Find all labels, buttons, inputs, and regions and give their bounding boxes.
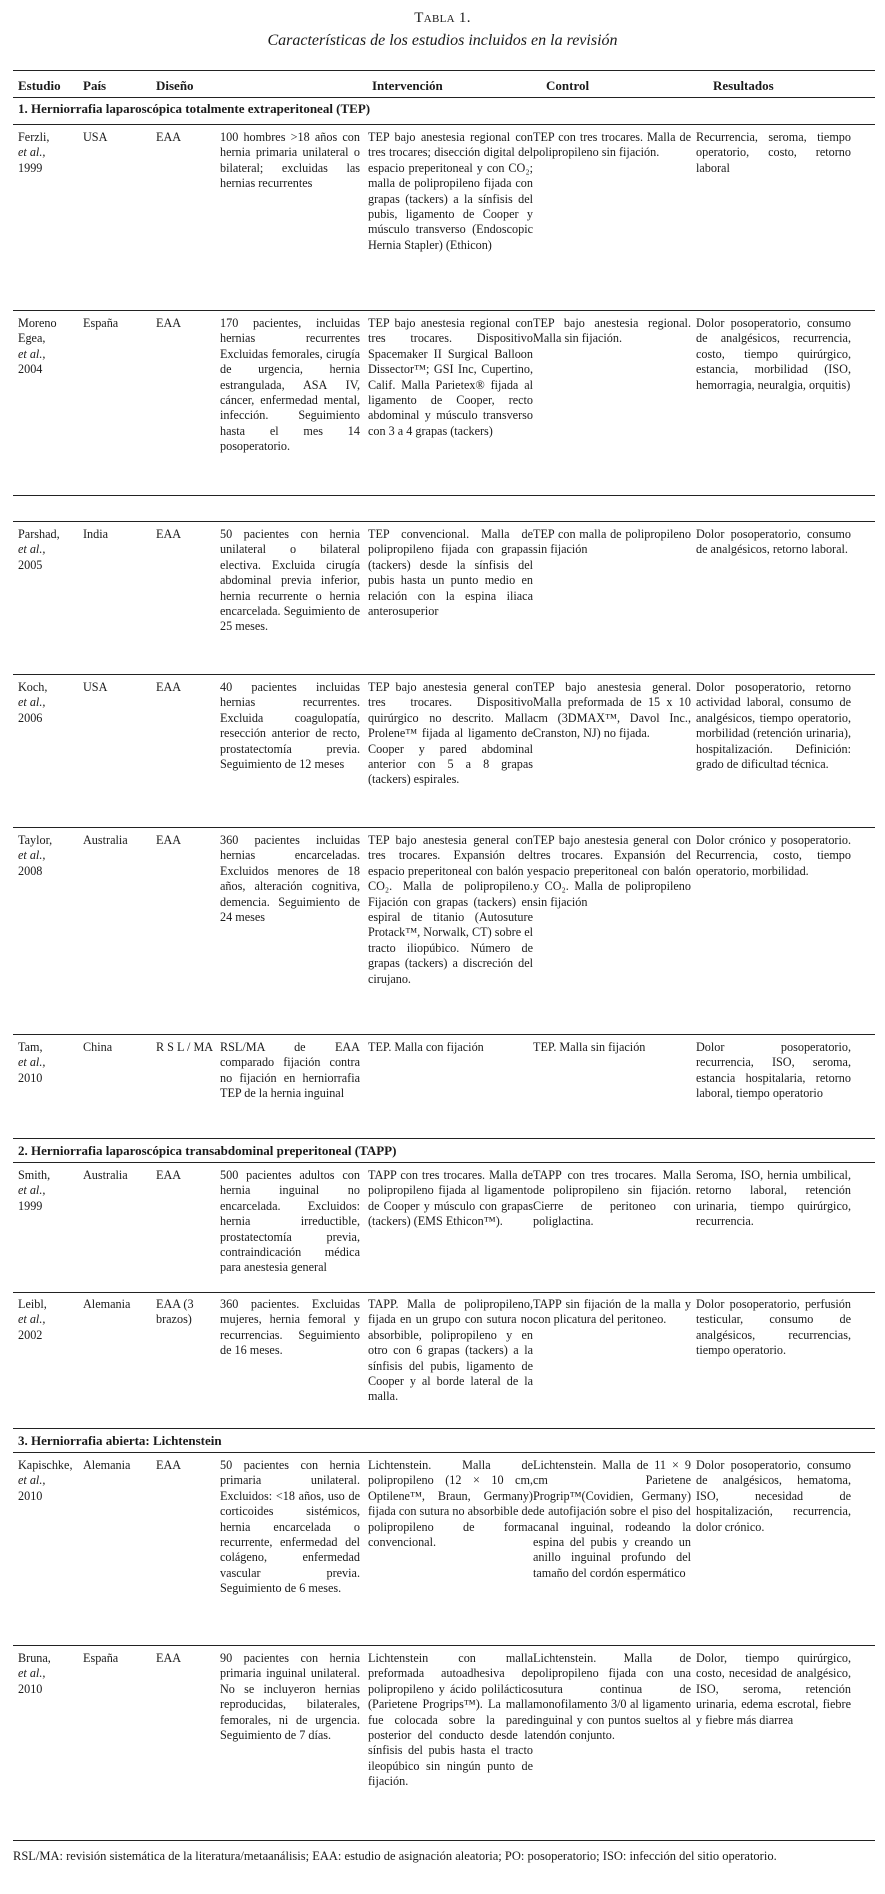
footnote: RSL/MA: revisión sistemática de la literatura/metaanálisis; EAA: estudio de asignación aleatoria; PO: posoperatorio; ISO: infección del sitio operatorio. [13, 1849, 777, 1863]
row-rule [13, 1292, 875, 1293]
row-rule [13, 1840, 875, 1841]
rule-top [13, 70, 875, 71]
study-etal: et al., [18, 695, 46, 710]
col-header-intervencion: Intervención [372, 78, 443, 93]
row-rule [13, 1162, 875, 1163]
study-cell [18, 1040, 76, 1086]
row-rule [13, 827, 875, 828]
study-author: Moreno Egea, [18, 316, 57, 346]
study-etal: et al., [18, 145, 46, 160]
intervention-cell: TAPP. Malla de polipropileno, fijada en un grupo con sutura no absorbible, polipropileno y en otro con 6 grapas (tackers) a la sínfisis del pubis, ligamento de Cooper y al borde lateral de la malla. [368, 1297, 533, 1404]
study-cell [18, 130, 76, 176]
country-cell: España [83, 316, 119, 330]
rule-header [13, 97, 875, 98]
population-cell: 360 pacientes. Excluidas mujeres, hernia femoral y recurrencias. Seguimiento de 16 meses. [220, 1297, 360, 1358]
country-cell: Alemania [83, 1297, 131, 1311]
study-year: 2010 [18, 1488, 43, 1503]
row-rule [13, 1138, 875, 1139]
col-header-resultados: Resultados [713, 78, 774, 93]
rule [13, 124, 875, 125]
design-cell: EAA (3 brazos) [156, 1297, 194, 1327]
study-cell [18, 1458, 76, 1504]
control-cell: TAPP sin fijación de la malla y con plicatura del peritoneo. [533, 1297, 691, 1327]
row-rule [13, 1428, 875, 1429]
study-cell [18, 833, 76, 879]
results-cell: Dolor posoperatorio, recurrencia, ISO, seroma, estancia hospitalaria, retorno laboral, tiempo operatorio [696, 1040, 851, 1101]
study-author: Taylor, [18, 833, 53, 847]
study-year: 1999 [18, 160, 43, 175]
results-cell: Dolor posoperatorio, consumo de analgésicos, retorno laboral. [696, 527, 851, 557]
population-cell: 40 pacientes incluidas hernias recurrentes. Excluida coagulopatía, resección anterior de recto, prostatectomía previa. Seguimiento de 12 meses [220, 680, 360, 772]
intervention-cell: Lichtenstein. Malla de polipropileno (12 × 10 cm, Optilene™, Braun, Germany) fijada con sutura no absorbible de polipropileno de forma convencional. [368, 1458, 533, 1550]
design-cell: EAA [156, 1168, 182, 1182]
study-author: Kapischke, [18, 1458, 73, 1472]
results-cell: Dolor, tiempo quirúrgico, costo, necesidad de analgésico, ISO, seroma, retención urinaria, edema escrotal, fiebre y fiebre más diarrea [696, 1651, 851, 1727]
results-cell: Dolor posoperatorio, consumo de analgésicos, hematoma, ISO, necesidad de hospitalización, recurrencia, dolor crónico. [696, 1458, 851, 1534]
col-header-estudio: Estudio [18, 78, 61, 93]
study-year: 2004 [18, 362, 43, 377]
row-rule [13, 521, 875, 522]
study-etal: et al., [18, 1312, 46, 1327]
row-rule [13, 1452, 875, 1453]
control-cell: TEP bajo anestesia regional. Malla sin fijación. [533, 316, 691, 346]
design-cell: EAA [156, 1458, 182, 1472]
section-tapp: 2. Herniorrafia laparoscópica transabdominal preperitoneal (TAPP) [18, 1143, 397, 1158]
control-cell: Lichtenstein. Malla de 11 × 9 cm Parietene Progrip™(Covidien, Germany) de autofijación sobre el piso del canal inguinal, rodeando la espina del pubis y creando un anillo inguinal profundo del tamaño del cordón espermático [533, 1458, 691, 1580]
row-rule [13, 674, 875, 675]
population-cell: 50 pacientes con hernia unilateral o bilateral electiva. Excluida cirugía abdominal previa inferior, hernia recurrente o hernia encarcelada. Seguimiento de 25 meses. [220, 527, 360, 634]
intervention-cell: TEP bajo anestesia general con tres trocares. Expansión del espacio preperitoneal con balón y CO₂. Malla de polipropileno. Fijación con grapas (tackers) en espiral de titanio (Autosuture Protack™, Norwalk, CT) sobre el tracto iliopúbico. Número de grapas (tackers) a discreción del cirujano. [368, 833, 533, 986]
study-etal: et al., [18, 848, 46, 863]
population-cell: 500 pacientes adultos con hernia inguinal no encarcelada. Excluidos: hernia irreductible, prostatectomía previa, contraindicación médica para anestesia general [220, 1168, 360, 1275]
country-cell: USA [83, 680, 108, 694]
study-etal: et al., [18, 1055, 46, 1070]
col-header-diseno: Diseño [156, 78, 194, 93]
study-year: 1999 [18, 1198, 43, 1213]
study-author: Koch, [18, 680, 48, 694]
control-cell: TEP. Malla sin fijación [533, 1040, 646, 1054]
population-cell: 50 pacientes con hernia primaria unilateral. Excluidos: <18 años, uso de corticoides sistémicos, hernia encarcelada o recurrente, enfermedad del colágeno, enfermedad vascular previa. Seguimiento de 6 meses. [220, 1458, 360, 1596]
country-cell: USA [83, 130, 108, 144]
study-cell [18, 1651, 76, 1697]
country-cell: Australia [83, 833, 128, 847]
table-title [0, 10, 885, 27]
results-cell: Dolor crónico y posoperatorio. Recurrencia, costo, tiempo operatorio, morbilidad. [696, 833, 851, 878]
study-etal: et al., [18, 1183, 46, 1198]
design-cell: EAA [156, 680, 182, 694]
results-cell: Dolor posoperatorio, retorno actividad laboral, consumo de analgésicos, tiempo operatorio, morbilidad (retención urinaria), hospitalización. Definición: grado de dificultad técnica. [696, 680, 851, 772]
design-cell: EAA [156, 1651, 182, 1665]
population-cell: RSL/MA de EAA comparado fijación contra no fijación en herniorrafia TEP de la hernia inguinal [220, 1040, 360, 1101]
study-author: Parshad, [18, 527, 60, 541]
intervention-cell: Lichtenstein con malla preformada autoadhesiva de polipropileno y ácido poliláctico (Parietene Progrips™). La malla fue colocada sobre la pared posterior del conducto desde la sínfisis del pubis hasta el tracto ileopúbico sin ningún punto de fijación. [368, 1651, 533, 1789]
study-year: 2008 [18, 863, 43, 878]
intervention-cell: TEP bajo anestesia regional con tres trocares. Dispositivo Spacemaker II Surgical Balloon Dissector™; GSI Inc, Cupertino, Calif. Malla Parietex® fijada al ligamento de Cooper, recto abdominal y músculo transverso con 3 a 4 grapas (tackers) [368, 316, 533, 438]
table-caption: Características de los estudios incluidos en la revisión [267, 32, 618, 49]
design-cell: EAA [156, 316, 182, 330]
study-author: Smith, [18, 1168, 51, 1182]
design-cell: EAA [156, 130, 182, 144]
table-label: Tabla 1. [414, 10, 471, 26]
population-cell: 100 hombres >18 años con hernia primaria unilateral o bilateral; excluidas las hernias recurrentes [220, 130, 360, 191]
country-cell: España [83, 1651, 119, 1665]
design-cell: EAA [156, 527, 182, 541]
control-cell: TEP bajo anestesia general. Malla preformada de 15 x 10 cm (3DMAX™, Davol Inc., Cranston, NJ) no fijada. [533, 680, 691, 741]
section-lichtenstein: 3. Herniorrafia abierta: Lichtenstein [18, 1433, 222, 1448]
intervention-cell: TAPP con tres trocares. Malla de polipropileno fijada al ligamento de Cooper y músculo con grapas (tackers) (EMS Ethicon™). [368, 1168, 533, 1229]
study-etal: et al., [18, 1666, 46, 1681]
study-year: 2006 [18, 710, 43, 725]
results-cell: Seroma, ISO, hernia umbilical, retorno laboral, retención urinaria, tiempo quirúrgico, recurrencia. [696, 1168, 851, 1229]
intervention-cell: TEP bajo anestesia general con tres trocares. Dispositivo quirúrgico no descrito. Malla Prolene™ fijada al ligamento de Cooper y pared abdominal anterior con 5 a 8 grapas (tackers) espirales. [368, 680, 533, 787]
population-cell: 360 pacientes incluidas hernias encarceladas. Excluidos menores de 18 años, alteración cognitiva, demencia. Seguimiento de 24 meses [220, 833, 360, 925]
intervention-cell: TEP. Malla con fijación [368, 1040, 484, 1054]
study-year: 2010 [18, 1681, 43, 1696]
intervention-cell: TEP bajo anestesia regional con tres trocares; disección digital del espacio preperitoneal y con CO₂; malla de polipropileno fijada con grapas (tackers) a la sínfisis del pubis, ligamento de Cooper y músculo transverso (Endoscopic Hernia Stapler) (Ethicon) [368, 130, 533, 252]
study-author: Leibl, [18, 1297, 47, 1311]
row-rule [13, 1645, 875, 1646]
design-cell: EAA [156, 833, 182, 847]
study-cell [18, 316, 76, 378]
study-author: Tam, [18, 1040, 43, 1054]
study-year: 2005 [18, 557, 43, 572]
study-year: 2002 [18, 1327, 43, 1342]
population-cell: 90 pacientes con hernia primaria inguinal unilateral. No se incluyeron hernias reproducidas, bilaterales, femorales, ni de urgencia. Seguimiento de 7 días. [220, 1651, 360, 1743]
results-cell: Dolor posoperatorio, consumo de analgésicos, recurrencia, costo, tiempo quirúrgico, estancia, morbilidad (ISO, hemorragia, neuralgia, orquitis) [696, 316, 851, 392]
country-cell: Alemania [83, 1458, 131, 1472]
study-author: Bruna, [18, 1651, 51, 1665]
control-cell: Lichtenstein. Malla de polipropileno fijada con una sutura continua de monofilamento 3/0 al ligamento inguinal y con puntos sueltos al tendón conjunto. [533, 1651, 691, 1743]
col-header-pais: País [83, 78, 107, 93]
study-year: 2010 [18, 1070, 43, 1085]
study-etal: et al., [18, 1473, 46, 1488]
section-tep: 1. Herniorrafia laparoscópica totalmente extraperitoneal (TEP) [18, 101, 371, 116]
results-cell: Recurrencia, seroma, tiempo operatorio, costo, retorno laboral [696, 130, 851, 175]
country-cell: India [83, 527, 109, 541]
study-cell [18, 527, 76, 573]
row-rule [13, 310, 875, 311]
control-cell: TEP bajo anestesia general con tres trocares. Expansión del espacio preperitoneal con balón y CO₂. Malla de polipropileno sin fijación [533, 833, 691, 909]
population-cell: 170 pacientes, incluidas hernias recurrentes Excluidas femorales, cirugía de urgencia, hernia estrangulada, ASA IV, cáncer, enfermedad mental, infección. Seguimiento hasta el mes 14 posoperatorio. [220, 316, 360, 454]
study-author: Ferzli, [18, 130, 50, 144]
country-cell: Australia [83, 1168, 128, 1182]
study-cell [18, 1297, 76, 1343]
results-cell: Dolor posoperatorio, perfusión testicular, consumo de analgésicos, recurrencias, tiempo operatorio. [696, 1297, 851, 1358]
control-cell: TAPP con tres trocares. Malla de polipropileno sin fijación. Cierre de peritoneo con poliglactina. [533, 1168, 691, 1229]
study-etal: et al., [18, 542, 46, 557]
country-cell: China [83, 1040, 113, 1054]
design-cell: R S L / MA [156, 1040, 214, 1054]
control-cell: TEP con malla de polipropileno sin fijación [533, 527, 691, 557]
intervention-cell: TEP convencional. Malla de polipropileno fijada con grapas (tackers) desde la sínfisis del pubis hasta un punto medio en relación con la espina iliaca anterosuperior [368, 527, 533, 619]
study-etal: et al., [18, 346, 46, 361]
row-rule [13, 1034, 875, 1035]
control-cell: TEP con tres trocares. Malla de polipropileno sin fijación. [533, 130, 691, 160]
col-header-control: Control [546, 78, 590, 93]
study-cell [18, 1168, 76, 1214]
study-cell [18, 680, 76, 726]
row-rule [13, 495, 875, 496]
